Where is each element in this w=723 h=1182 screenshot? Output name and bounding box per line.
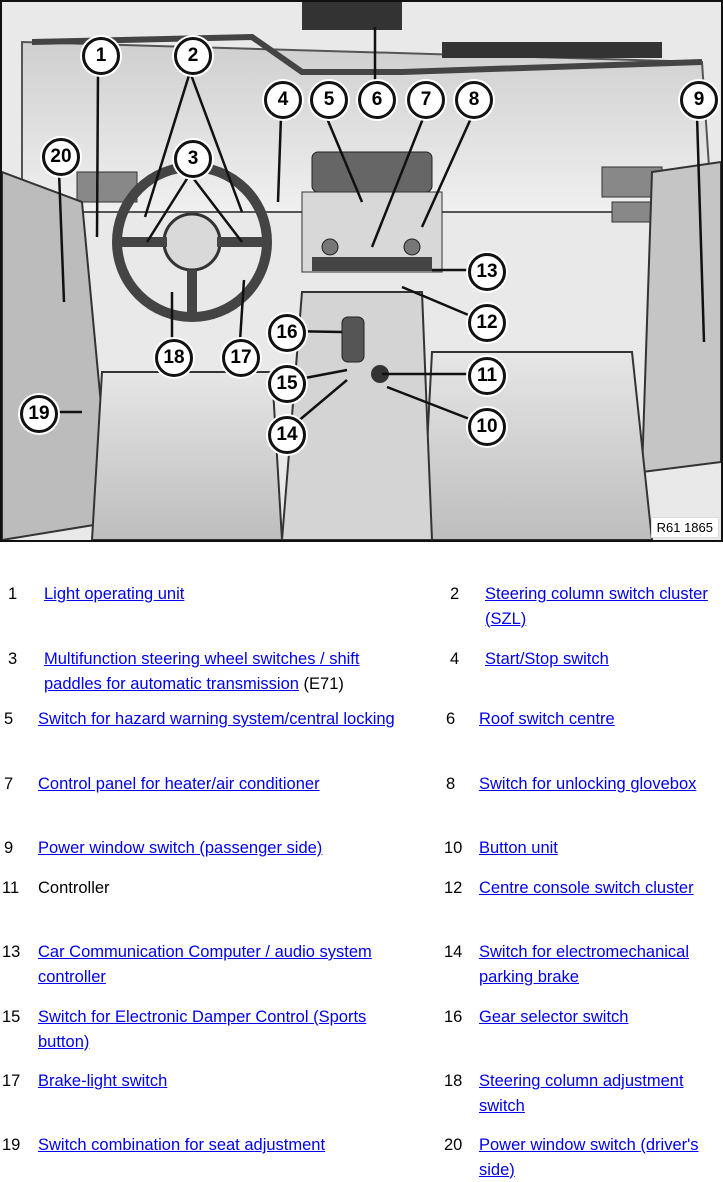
legend-link-12[interactable]: Centre console switch cluster [479,879,694,897]
legend-description [479,707,719,732]
legend-number: 13 [2,943,21,961]
legend-link-9[interactable]: Power window switch (passenger side) [38,839,323,857]
legend-number: 12 [444,879,463,897]
callout-6: 6 [358,81,396,119]
callout-16: 16 [268,314,306,352]
legend-link-4[interactable]: Start/Stop switch [485,650,609,668]
legend-description [38,707,410,732]
legend-link-2[interactable]: Steering column switch cluster (SZL) [485,585,708,628]
legend-link-7[interactable]: Control panel for heater/air conditioner [38,775,320,793]
legend-link-10[interactable]: Button unit [479,839,558,857]
legend-link-13[interactable]: Car Communication Computer / audio system controller [38,943,372,986]
legend-number: 7 [4,775,14,793]
legend-description [38,940,410,989]
legend-description [479,772,719,797]
callout-13: 13 [468,253,506,291]
legend-description [38,772,410,797]
legend-link-5[interactable]: Switch for hazard warning system/central locking [38,710,395,728]
callout-9: 9 [680,81,718,119]
callout-10: 10 [468,408,506,446]
callout-11: 11 [468,357,506,395]
legend-number: 11 [2,879,20,897]
legend-description [44,647,416,696]
legend-number: 3 [8,650,18,668]
legend-link-15[interactable]: Switch for Electronic Damper Control (Sports button) [38,1008,367,1051]
legend-number: 15 [2,1008,21,1026]
legend-description [479,1133,719,1182]
car-interior-drawing [2,2,721,540]
legend-link-8[interactable]: Switch for unlocking glovebox [479,775,697,793]
legend-description [479,876,719,901]
legend-number: 17 [2,1072,21,1090]
callout-20: 20 [42,138,80,176]
legend-number: 18 [444,1072,463,1090]
callout-18: 18 [155,339,193,377]
legend-description [479,940,719,989]
legend-number: 4 [450,650,460,668]
legend-description [38,1069,410,1094]
legend-description [485,582,723,631]
legend-number: 9 [4,839,14,857]
legend-link-19[interactable]: Switch combination for seat adjustment [38,1136,326,1154]
legend-number: 16 [444,1008,463,1026]
legend-suffix: (E71) [298,674,344,693]
callout-3: 3 [174,140,212,178]
callout-15: 15 [268,365,306,403]
legend-description [38,1005,410,1054]
legend-number: 10 [444,839,463,857]
legend-description [38,836,410,861]
legend-link-6[interactable]: Roof switch centre [479,710,615,728]
callout-19: 19 [20,395,58,433]
callout-5: 5 [310,81,348,119]
callout-2: 2 [174,37,212,75]
legend-link-17[interactable]: Brake-light switch [38,1072,168,1090]
figure-code: R61 1865 [651,517,719,538]
callout-4: 4 [264,81,302,119]
legend-link-3[interactable]: Multifunction steering wheel switches / shift paddles for automatic transmission [44,650,360,693]
legend-description [479,836,719,861]
callout-14: 14 [268,416,306,454]
legend-number: 1 [8,585,18,603]
legend-number: 19 [2,1136,21,1154]
legend-link-14[interactable]: Switch for electromechanical parking brake [479,943,690,986]
callout-8: 8 [455,81,493,119]
legend-link-16[interactable]: Gear selector switch [479,1008,629,1026]
legend-description [485,647,723,672]
legend-number: 14 [444,943,463,961]
legend-text-11: Controller [38,879,110,897]
legend-number: 8 [446,775,456,793]
callout-1: 1 [82,37,120,75]
legend-description [479,1069,719,1118]
legend-link-20[interactable]: Power window switch (driver's side) [479,1136,699,1179]
legend-description [479,1005,719,1030]
callout-17: 17 [222,339,260,377]
legend-description [44,582,416,607]
car-interior-figure [0,0,723,542]
callout-7: 7 [407,81,445,119]
legend-link-18[interactable]: Steering column adjustment switch [479,1072,684,1115]
legend-number: 6 [446,710,456,728]
callout-12: 12 [468,304,506,342]
legend-number: 20 [444,1136,463,1154]
legend-number: 2 [450,585,460,603]
legend-link-1[interactable]: Light operating unit [44,585,185,603]
legend-description [38,876,410,901]
legend-number: 5 [4,710,14,728]
legend-description [38,1133,410,1158]
